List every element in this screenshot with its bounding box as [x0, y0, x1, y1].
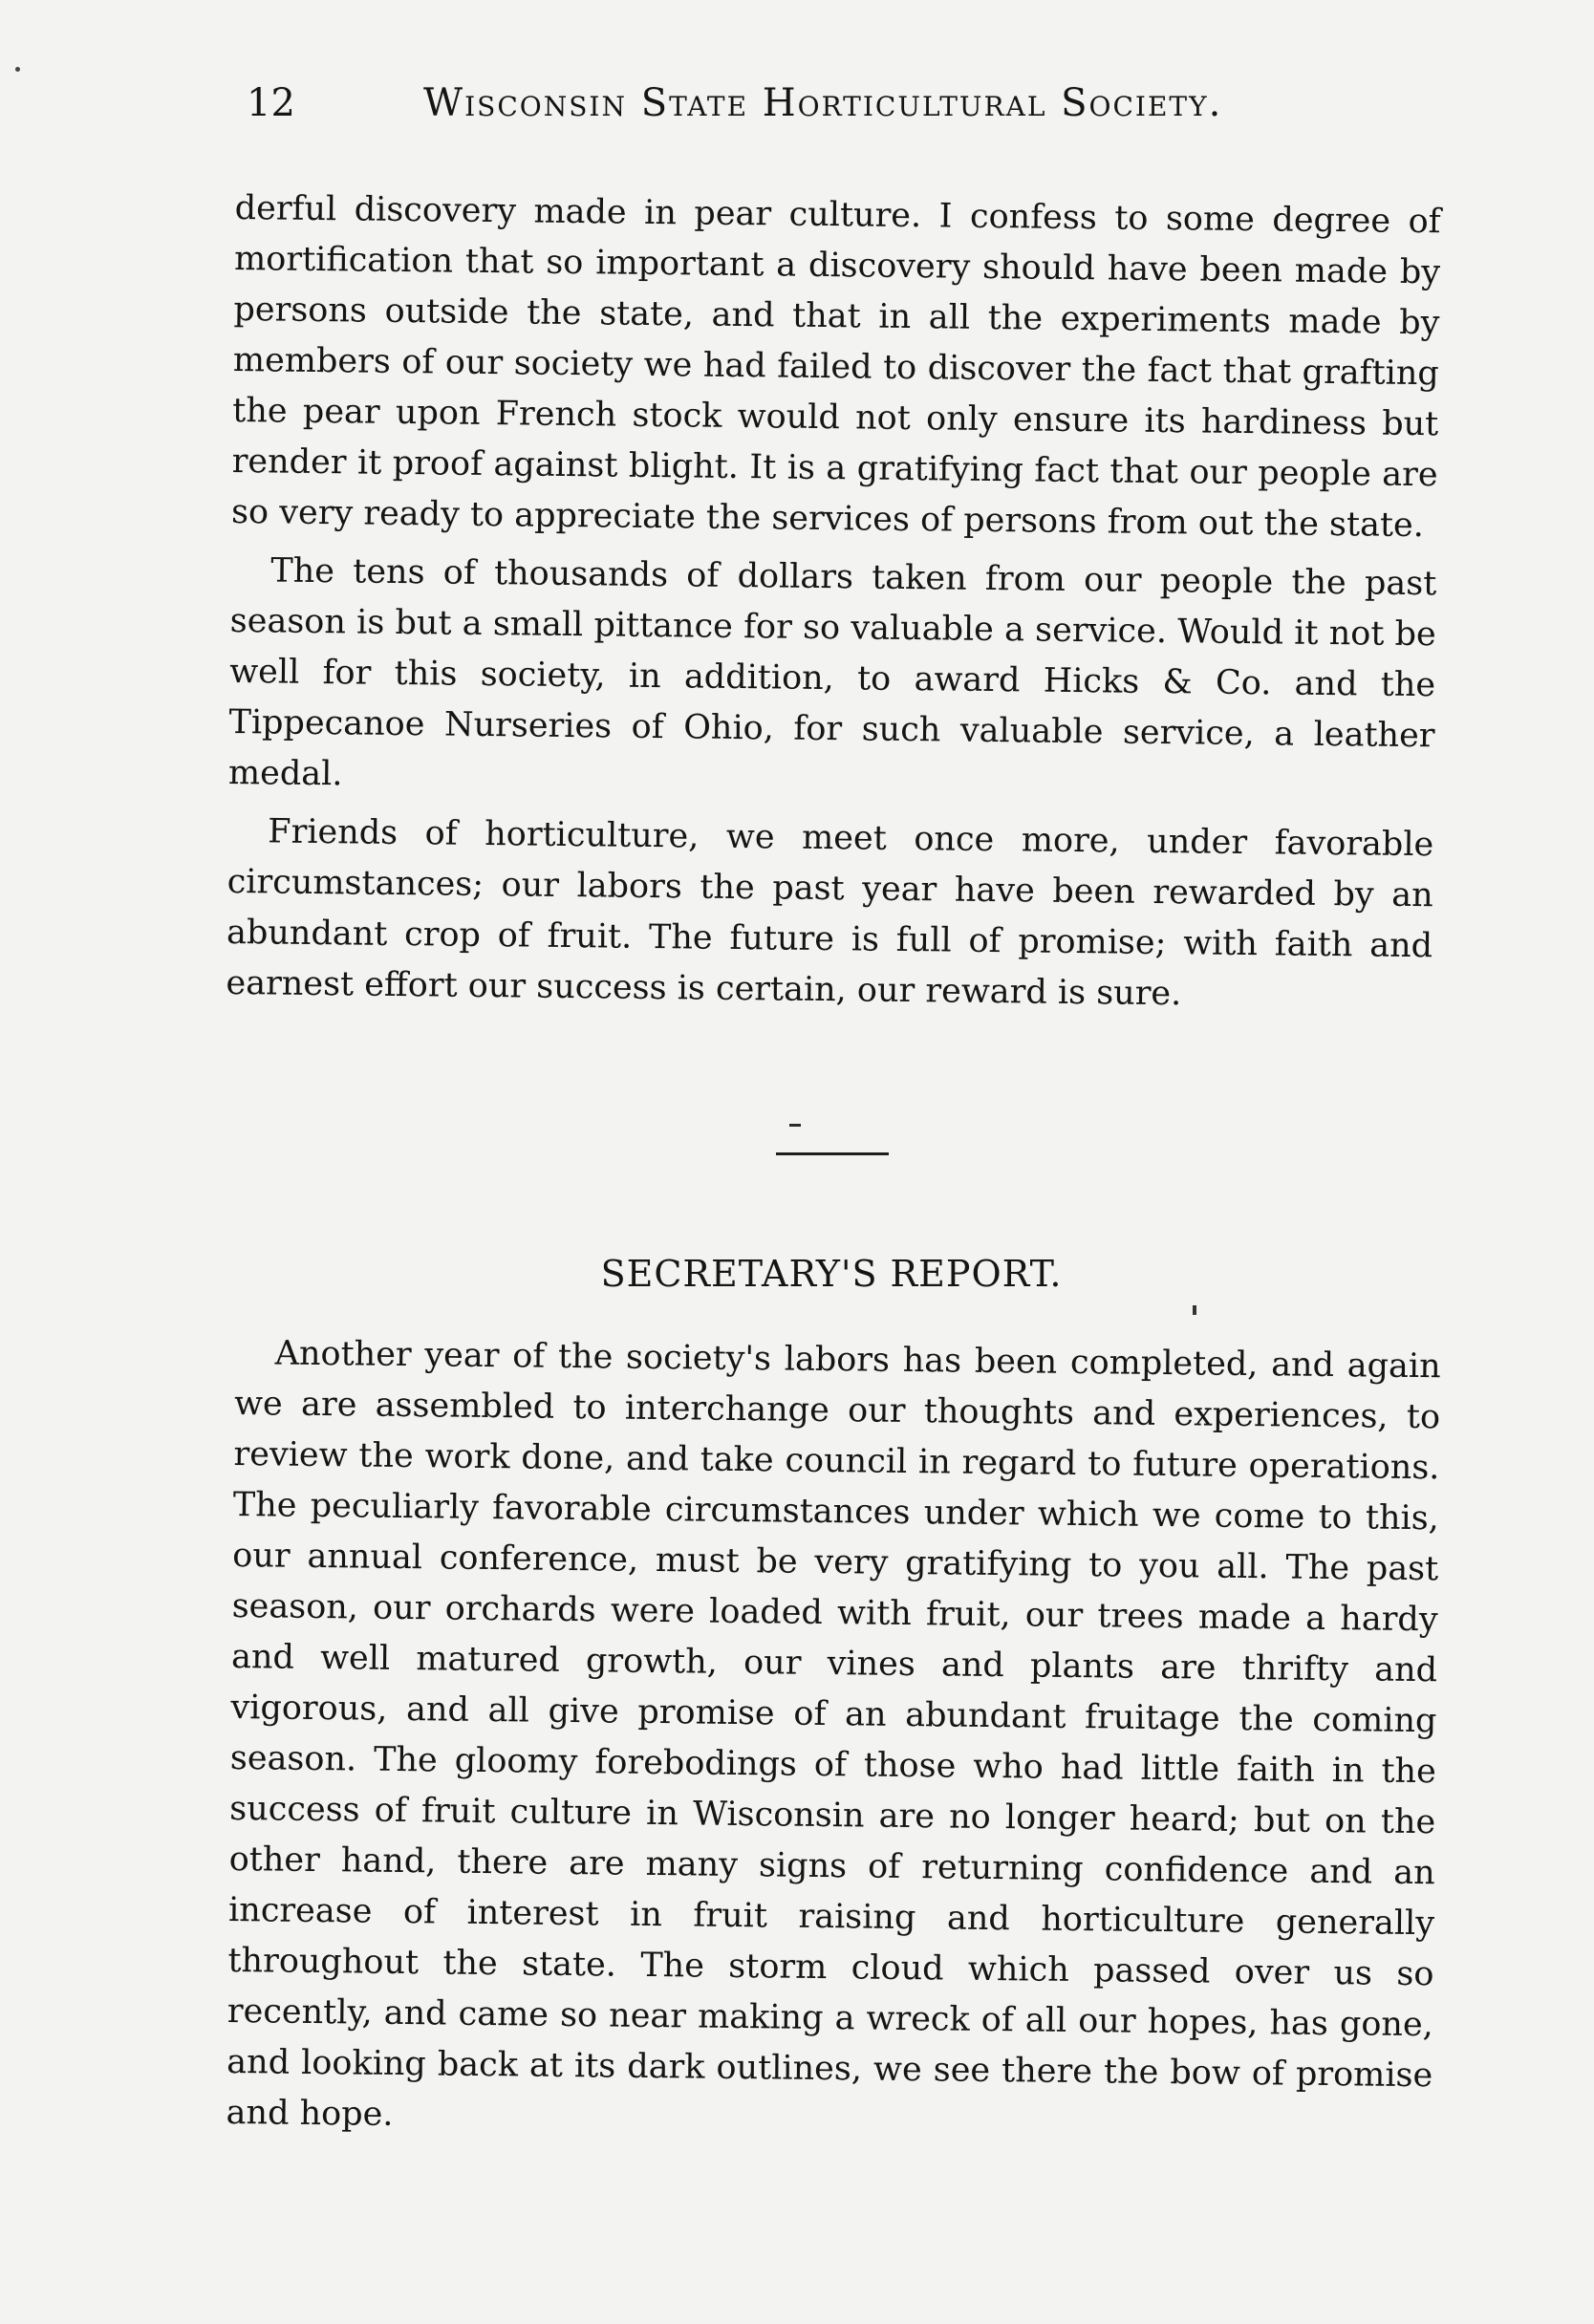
secretary-report-body: [226, 1328, 1441, 2160]
scan-speck: [15, 67, 20, 72]
running-title: Wisconsin State Horticultural Society.: [423, 81, 1223, 125]
paragraph: derful discovery made in pear culture. I confess to some degree of mortification that so important a discovery should have been made by persons outside the state, and that in all the experiments made by members of our society we had failed to discover the fact that grafting the pear upon French stock would not only ensure its hardiness but render it proof against blight. It is a gratifying fact that our people are so very ready to appreciate the services of persons from out the state.: [230, 188, 1441, 546]
paragraph: Another year of the society's labors has been completed, and again we are assembled to interchange our thoughts and experiences, to review the work done, and take council in regard to future operations. The peculiarly favorable circumstances under which we come to this, our annual conference, must be very gratifying to you all. The past season, our orchards were loaded with fruit, our trees made a hardy and well matured growth, our vines and plants are thrifty and vigorous, and all give promise of an abundant fruitage the coming season. The gloomy forebodings of those who had little faith in the success of fruit culture in Wisconsin are no longer heard; but on the other hand, there are many signs of returning confidence and an increase of interest in fruit raising and horticulture generally throughout the state. The storm cloud which passed over us so recently, and came so near making a wreck of all our hopes, has gone, and looking back at its dark outlines, we see there the bow of promise and hope.: [226, 1334, 1441, 2134]
president-address-continuation: [226, 183, 1441, 1030]
section-heading: SECRETARY'S REPORT.: [600, 1253, 1063, 1295]
print-speck: [1193, 1305, 1196, 1315]
section-divider: [776, 1152, 889, 1155]
running-header: [247, 75, 1346, 132]
paragraph: The tens of thousands of dollars taken from our people the past season is but a small pittance for so valuable a service. Would it not be well for this society, in addition, to award Hicks & Co. and the Tippecanoe Nurseries of Ohio, for such valuable service, a leather medal.: [227, 551, 1437, 794]
paragraph: Friends of horticulture, we meet once more, under favorable circumstances; our labors the past year have been rewarded by an abundant crop of fruit. The future is full of promise; with faith and earnest effort our success is certain, our reward is sure.: [226, 812, 1434, 1014]
rule-ornament: [789, 1124, 801, 1127]
page-number: 12: [247, 81, 295, 125]
